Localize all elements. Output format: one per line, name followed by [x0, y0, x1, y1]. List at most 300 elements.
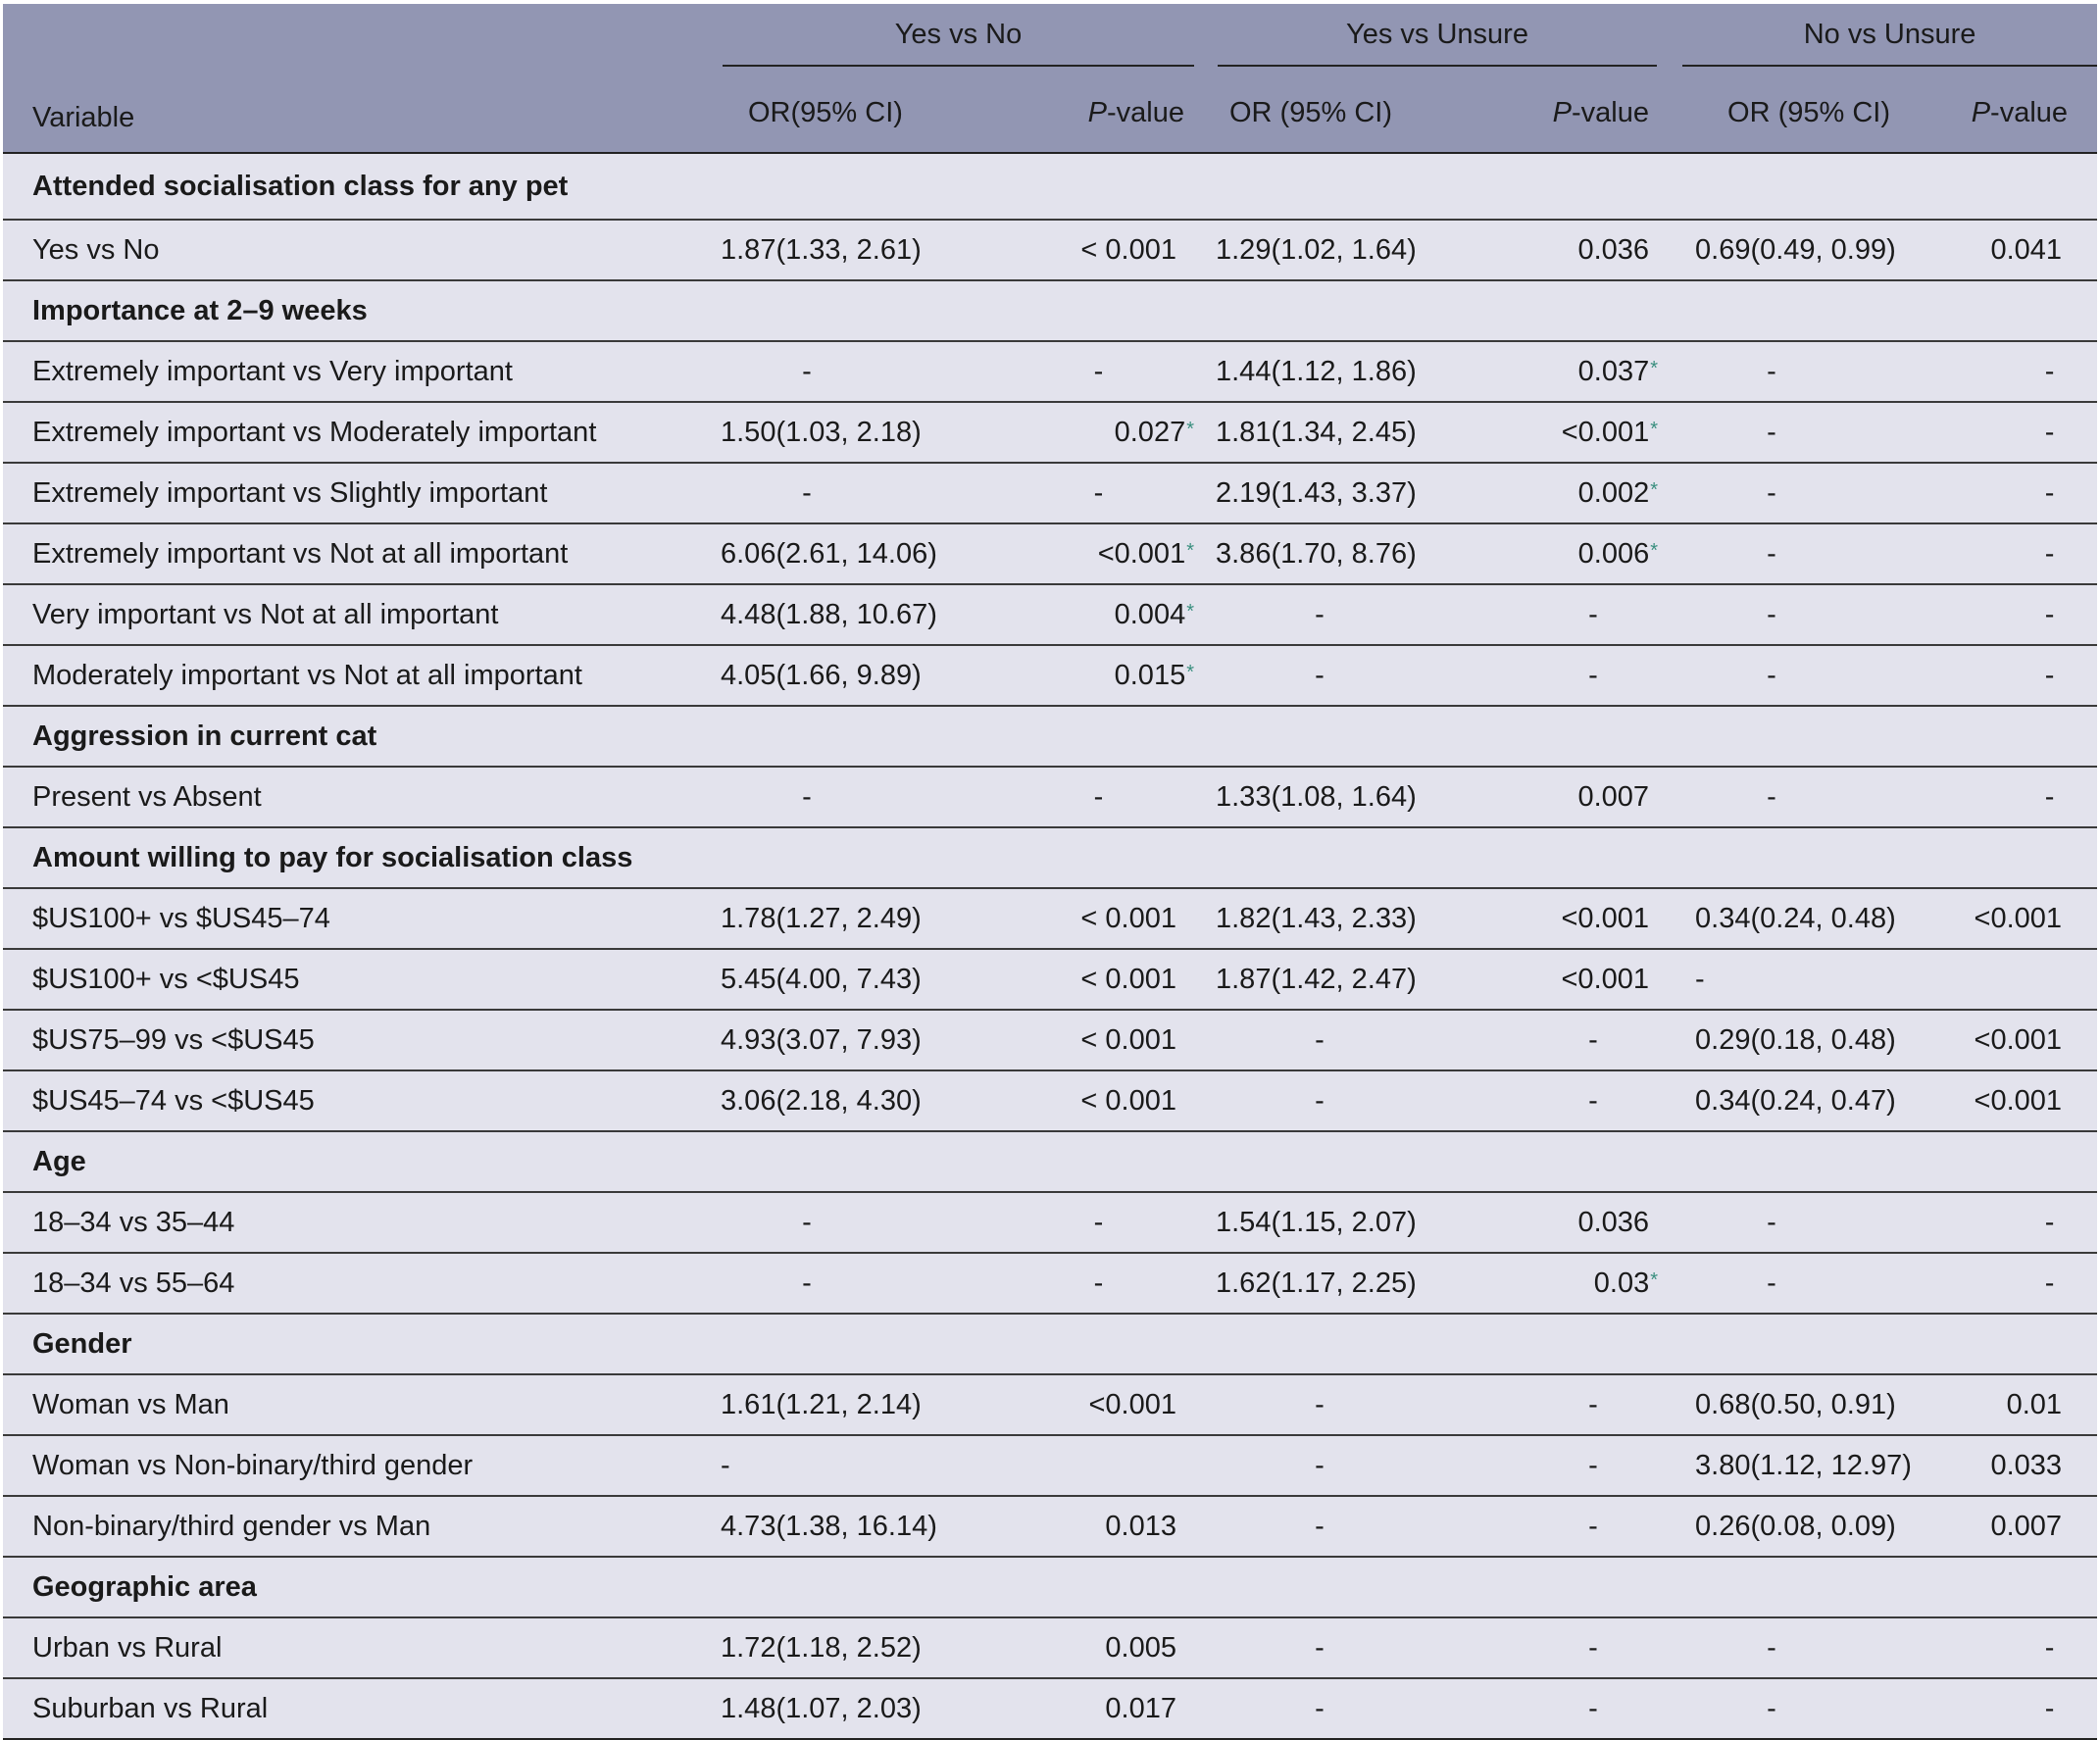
significance-marker: * [1650, 357, 1659, 379]
or-value: - [1767, 780, 1776, 813]
p-value: 0.007 [1990, 1510, 2063, 1542]
p-value-cell [1924, 645, 2097, 706]
p-header-3 [1924, 75, 2097, 153]
p-value-cell [934, 1617, 1214, 1678]
or-value: 1.87(1.42, 2.47) [1216, 963, 1417, 995]
or-value: 1.44(1.12, 1.86) [1216, 355, 1417, 387]
p-value: - [1093, 476, 1104, 509]
p-value-cell [934, 463, 1214, 523]
p-value-cell [934, 767, 1214, 827]
section-title: Gender [3, 1314, 2097, 1374]
table-row [3, 1374, 2097, 1435]
table-row [3, 767, 2097, 827]
table-row [3, 1192, 2097, 1253]
p-value-cell [1449, 949, 1678, 1010]
group-header-no-vs-unsure [1678, 4, 2097, 75]
or-value: 6.06(2.61, 14.06) [721, 537, 937, 570]
p-value: - [1588, 1692, 1598, 1724]
or-value: 1.48(1.07, 2.03) [721, 1692, 922, 1724]
p-value-cell [1449, 523, 1678, 584]
section-header-row [3, 827, 2097, 888]
p-value-cell [1449, 1253, 1678, 1314]
p-italic: P [1552, 97, 1573, 128]
or-value: - [1315, 1510, 1325, 1542]
or-value: - [1767, 1692, 1776, 1724]
or-cell [719, 1010, 934, 1070]
or-value: - [1315, 1692, 1325, 1724]
or-cell [1214, 402, 1449, 463]
section-title: Age [3, 1131, 2097, 1192]
or-value: - [1767, 1206, 1776, 1238]
or-value: 0.29(0.18, 0.48) [1695, 1023, 1896, 1056]
table-row [3, 402, 2097, 463]
or-value: - [1767, 1267, 1776, 1299]
or-value: - [1315, 1388, 1325, 1420]
p-header-2 [1449, 75, 1678, 153]
or-value: - [1315, 1631, 1325, 1664]
table-row [3, 463, 2097, 523]
p-italic: P [1971, 97, 1991, 128]
p-value-cell [1924, 1617, 2097, 1678]
p-value-cell [934, 584, 1214, 645]
p-value: 0.036 [1577, 233, 1650, 266]
or-cell [719, 523, 937, 584]
table-row [3, 949, 2097, 1010]
p-value: < 0.001 [1080, 1084, 1176, 1117]
or-value: 1.72(1.18, 2.52) [721, 1631, 922, 1664]
p-value: - [1588, 659, 1598, 691]
p-value-cell [1449, 341, 1678, 402]
table-row [3, 1496, 2097, 1557]
significance-marker: * [1650, 418, 1659, 440]
group-header-yes-vs-no [719, 4, 1214, 75]
row-label: Present vs Absent [3, 767, 719, 827]
p-value-cell [1924, 1192, 2097, 1253]
significance-marker: * [1186, 600, 1194, 622]
or-cell [719, 1070, 934, 1131]
p-value-cell [934, 402, 1214, 463]
row-label: Extremely important vs Not at all important [3, 523, 719, 584]
or-cell [1214, 888, 1449, 949]
group-label: No vs Unsure [1682, 13, 2097, 67]
table-row [3, 1070, 2097, 1131]
variable-column-header: Variable [3, 75, 719, 153]
p-rest: -value [1572, 97, 1650, 128]
or-cell [1678, 341, 1924, 402]
p-value: - [1588, 1084, 1598, 1117]
p-value-cell [934, 1435, 1214, 1496]
row-label: Woman vs Non-binary/third gender [3, 1435, 719, 1496]
p-value: 0.013 [1105, 1510, 1176, 1542]
or-cell [719, 1435, 934, 1496]
or-cell [719, 463, 934, 523]
p-value-cell [1924, 402, 2097, 463]
p-value: < 0.001 [1080, 963, 1176, 995]
header-blank [3, 4, 719, 75]
or-cell [1678, 1435, 1924, 1496]
p-value: - [1588, 1449, 1598, 1481]
p-value-cell [934, 523, 1214, 584]
section-header-row [3, 1314, 2097, 1374]
p-value-cell [1924, 888, 2097, 949]
p-value: 0.036 [1577, 1206, 1650, 1238]
p-value-cell [934, 1496, 1214, 1557]
p-value: - [2044, 1267, 2055, 1299]
p-value: - [2044, 355, 2055, 387]
or-cell [1214, 1678, 1449, 1739]
or-value: 1.62(1.17, 2.25) [1216, 1267, 1417, 1299]
p-value-cell [1449, 1678, 1678, 1739]
or-cell [1678, 767, 1924, 827]
p-value: 0.037 [1577, 355, 1650, 387]
p-value: - [2044, 476, 2055, 509]
or-cell [1214, 220, 1449, 280]
p-value: 0.017 [1105, 1692, 1176, 1724]
p-value-cell [934, 1253, 1214, 1314]
or-value: - [802, 1267, 812, 1299]
or-cell [1214, 523, 1449, 584]
row-label: $US45–74 vs <$US45 [3, 1070, 719, 1131]
or-value: 0.34(0.24, 0.47) [1695, 1084, 1896, 1117]
p-value-cell [934, 1070, 1214, 1131]
p-value: 0.03 [1593, 1267, 1650, 1299]
row-label: Suburban vs Rural [3, 1678, 719, 1739]
p-value: 0.027 [1114, 416, 1186, 448]
p-value: < 0.001 [1080, 1023, 1176, 1056]
p-value-cell [1924, 1678, 2097, 1739]
or-cell [719, 645, 934, 706]
or-value: 0.34(0.24, 0.48) [1695, 902, 1896, 934]
or-cell [1214, 463, 1449, 523]
or-cell [1678, 584, 1924, 645]
or-value: - [1315, 1023, 1325, 1056]
p-value-cell [1449, 1496, 1678, 1557]
or-cell [719, 1617, 934, 1678]
p-value: <0.001 [1097, 537, 1186, 570]
or-cell [719, 584, 937, 645]
or-cell [1678, 1678, 1924, 1739]
p-italic: P [1087, 97, 1107, 128]
p-value-cell [1449, 888, 1678, 949]
table-row [3, 584, 2097, 645]
table-row [3, 645, 2097, 706]
or-value: - [802, 476, 812, 509]
or-cell [1678, 402, 1924, 463]
p-value: 0.005 [1105, 1631, 1176, 1664]
or-value: 3.86(1.70, 8.76) [1216, 537, 1417, 570]
table-row [3, 523, 2097, 584]
or-cell [1214, 1374, 1449, 1435]
p-value: - [2044, 659, 2055, 691]
p-value: - [1588, 598, 1598, 630]
p-value-cell [1449, 1010, 1678, 1070]
or-cell [1214, 645, 1449, 706]
or-value: - [1315, 1449, 1325, 1481]
table-row [3, 1253, 2097, 1314]
table-row [3, 888, 2097, 949]
p-value-cell [1924, 341, 2097, 402]
table-body [3, 153, 2097, 1739]
row-label: $US75–99 vs <$US45 [3, 1010, 719, 1070]
p-value-cell [1924, 1253, 2097, 1314]
row-label: Yes vs No [3, 220, 719, 280]
or-value: 4.93(3.07, 7.93) [721, 1023, 922, 1056]
p-value-cell [934, 949, 1214, 1010]
p-value-cell [934, 220, 1214, 280]
or-cell [1214, 341, 1449, 402]
or-value: - [1767, 416, 1776, 448]
or-value: 1.33(1.08, 1.64) [1216, 780, 1417, 813]
p-value: - [2044, 416, 2055, 448]
section-title: Importance at 2–9 weeks [3, 280, 2097, 341]
or-value: - [1767, 476, 1776, 509]
row-label: 18–34 vs 35–44 [3, 1192, 719, 1253]
results-table-container [3, 4, 2097, 1740]
or-header-1: OR(95% CI) [719, 75, 934, 153]
group-label: Yes vs Unsure [1218, 13, 1657, 67]
or-value: 1.61(1.21, 2.14) [721, 1388, 922, 1420]
table-header [3, 4, 2097, 153]
or-value: 1.29(1.02, 1.64) [1216, 233, 1417, 266]
p-value: 0.006 [1577, 537, 1650, 570]
p-value-cell [1924, 1435, 2097, 1496]
or-cell [719, 767, 934, 827]
row-label: $US100+ vs <$US45 [3, 949, 719, 1010]
or-cell [1214, 1010, 1449, 1070]
or-cell [719, 1253, 934, 1314]
or-cell [1678, 1374, 1924, 1435]
p-value: - [2044, 537, 2055, 570]
or-value: 5.45(4.00, 7.43) [721, 963, 922, 995]
table-row [3, 1010, 2097, 1070]
p-value: 0.004 [1114, 598, 1186, 630]
p-value-cell [1449, 220, 1678, 280]
p-value-cell [1449, 645, 1678, 706]
p-value-cell [934, 888, 1214, 949]
or-cell [1214, 584, 1449, 645]
or-value: - [802, 1206, 812, 1238]
or-value: - [802, 355, 812, 387]
or-cell [1678, 220, 1924, 280]
p-value-cell [1449, 1374, 1678, 1435]
section-header-row [3, 706, 2097, 767]
p-value-cell [1924, 1496, 2097, 1557]
p-value: - [1093, 1206, 1104, 1238]
or-cell [719, 220, 934, 280]
or-cell [719, 1374, 934, 1435]
p-value-cell [1924, 220, 2097, 280]
p-value: 0.002 [1577, 476, 1650, 509]
significance-marker: * [1650, 1268, 1659, 1291]
row-label: Extremely important vs Very important [3, 341, 719, 402]
or-value: - [1315, 1084, 1325, 1117]
p-value-cell [1449, 1617, 1678, 1678]
odds-ratio-table [3, 4, 2097, 1740]
or-cell [1214, 1617, 1449, 1678]
or-value: 1.50(1.03, 2.18) [721, 416, 922, 448]
p-value: - [1588, 1388, 1598, 1420]
section-header-row [3, 1557, 2097, 1617]
p-value: - [1093, 355, 1104, 387]
p-value-cell [1924, 1374, 2097, 1435]
p-header-1 [934, 75, 1214, 153]
p-value: - [1093, 780, 1104, 813]
or-cell [1678, 1192, 1924, 1253]
section-header-row [3, 1131, 2097, 1192]
or-cell [719, 402, 934, 463]
p-value-cell [1449, 584, 1678, 645]
or-value: 4.73(1.38, 16.14) [721, 1510, 937, 1542]
or-header-3: OR (95% CI) [1678, 75, 1924, 153]
row-label: Very important vs Not at all important [3, 584, 719, 645]
p-value: <0.001 [1561, 963, 1650, 995]
or-cell [719, 888, 934, 949]
or-value: - [1315, 659, 1325, 691]
row-label: Extremely important vs Moderately important [3, 402, 719, 463]
significance-marker: * [1650, 478, 1659, 501]
or-cell [1678, 1253, 1924, 1314]
p-value: <0.001 [1561, 416, 1650, 448]
p-value: <0.001 [1561, 902, 1650, 934]
p-value: - [2044, 598, 2055, 630]
or-cell [1214, 1253, 1449, 1314]
p-value: - [2044, 780, 2055, 813]
p-value: <0.001 [1974, 902, 2063, 934]
or-value: 0.69(0.49, 0.99) [1695, 233, 1896, 266]
or-cell [719, 1496, 937, 1557]
or-value: 1.82(1.43, 2.33) [1216, 902, 1417, 934]
group-header-yes-vs-unsure [1214, 4, 1678, 75]
p-value-cell [1449, 1435, 1678, 1496]
p-value: - [1093, 1267, 1104, 1299]
p-value-cell [934, 341, 1214, 402]
or-cell [1678, 1496, 1924, 1557]
or-cell [1678, 463, 1924, 523]
row-label: Extremely important vs Slightly important [3, 463, 719, 523]
p-rest: -value [1107, 97, 1184, 128]
p-value: <0.001 [1974, 1023, 2063, 1056]
p-value: - [1588, 1510, 1598, 1542]
section-header-row [3, 280, 2097, 341]
p-value: 0.01 [2006, 1388, 2063, 1420]
row-label: Urban vs Rural [3, 1617, 719, 1678]
p-value: 0.033 [1990, 1449, 2063, 1481]
p-value: 0.041 [1990, 233, 2063, 266]
or-value: - [1767, 659, 1776, 691]
or-header-2: OR (95% CI) [1214, 75, 1449, 153]
p-value-cell [1924, 584, 2097, 645]
row-label: Non-binary/third gender vs Man [3, 1496, 719, 1557]
or-value: 3.06(2.18, 4.30) [721, 1084, 922, 1117]
or-cell [1214, 1192, 1449, 1253]
or-value: 1.54(1.15, 2.07) [1216, 1206, 1417, 1238]
or-value: 1.87(1.33, 2.61) [721, 233, 922, 266]
table-row [3, 220, 2097, 280]
or-cell [1214, 767, 1449, 827]
p-value-cell [934, 1678, 1214, 1739]
or-value: - [1695, 963, 1705, 995]
p-value-cell [934, 645, 1214, 706]
or-cell [719, 949, 934, 1010]
table-row [3, 1678, 2097, 1739]
p-value-cell [934, 1192, 1214, 1253]
p-value-cell [1449, 1192, 1678, 1253]
or-value: - [1767, 537, 1776, 570]
p-value-cell [1924, 463, 2097, 523]
row-label: 18–34 vs 55–64 [3, 1253, 719, 1314]
significance-marker: * [1186, 418, 1194, 440]
p-value: - [1588, 1023, 1598, 1056]
or-value: 4.05(1.66, 9.89) [721, 659, 922, 691]
significance-marker: * [1650, 539, 1659, 562]
or-cell [1214, 949, 1449, 1010]
or-cell [1678, 888, 1924, 949]
table-row [3, 1617, 2097, 1678]
p-value-cell [1449, 1070, 1678, 1131]
p-value: - [2044, 1631, 2055, 1664]
p-value: <0.001 [1088, 1388, 1176, 1420]
or-cell [1214, 1435, 1449, 1496]
or-value: - [802, 780, 812, 813]
p-value-cell [1924, 767, 2097, 827]
p-value: 0.007 [1577, 780, 1650, 813]
p-value-cell [1449, 402, 1678, 463]
table-row [3, 1435, 2097, 1496]
or-cell [1678, 949, 1924, 1010]
or-cell [1214, 1496, 1449, 1557]
table-row [3, 341, 2097, 402]
row-label: Woman vs Man [3, 1374, 719, 1435]
p-value: - [2044, 1692, 2055, 1724]
p-value: - [2044, 1206, 2055, 1238]
or-cell [719, 341, 934, 402]
row-label: $US100+ vs $US45–74 [3, 888, 719, 949]
or-value: - [721, 1449, 730, 1481]
or-cell [1678, 645, 1924, 706]
or-cell [1678, 1010, 1924, 1070]
p-rest: -value [1990, 97, 2069, 128]
p-value-cell [934, 1374, 1214, 1435]
or-cell [719, 1192, 934, 1253]
p-value-cell [1924, 1070, 2097, 1131]
p-value-cell [1924, 1010, 2097, 1070]
row-label: Moderately important vs Not at all important [3, 645, 719, 706]
p-value-cell [1924, 523, 2097, 584]
or-value: - [1767, 1631, 1776, 1664]
p-value-cell [1924, 949, 2097, 1010]
significance-marker: * [1186, 539, 1194, 562]
p-value: - [1588, 1631, 1598, 1664]
p-value: < 0.001 [1080, 902, 1176, 934]
p-value: < 0.001 [1080, 233, 1176, 266]
or-value: - [1315, 598, 1325, 630]
p-value-cell [934, 1010, 1214, 1070]
or-cell [1678, 1070, 1924, 1131]
or-value: 4.48(1.88, 10.67) [721, 598, 937, 630]
p-value-cell [1449, 767, 1678, 827]
or-value: - [1767, 598, 1776, 630]
or-value: - [1767, 355, 1776, 387]
p-value: <0.001 [1974, 1084, 2063, 1117]
or-value: 1.78(1.27, 2.49) [721, 902, 922, 934]
or-value: 0.26(0.08, 0.09) [1695, 1510, 1896, 1542]
or-value: 3.80(1.12, 12.97) [1695, 1449, 1912, 1481]
section-title: Geographic area [3, 1557, 2097, 1617]
section-title: Attended socialisation class for any pet [3, 153, 2097, 220]
significance-marker: * [1186, 661, 1194, 683]
or-value: 0.68(0.50, 0.91) [1695, 1388, 1896, 1420]
or-cell [1678, 1617, 1924, 1678]
